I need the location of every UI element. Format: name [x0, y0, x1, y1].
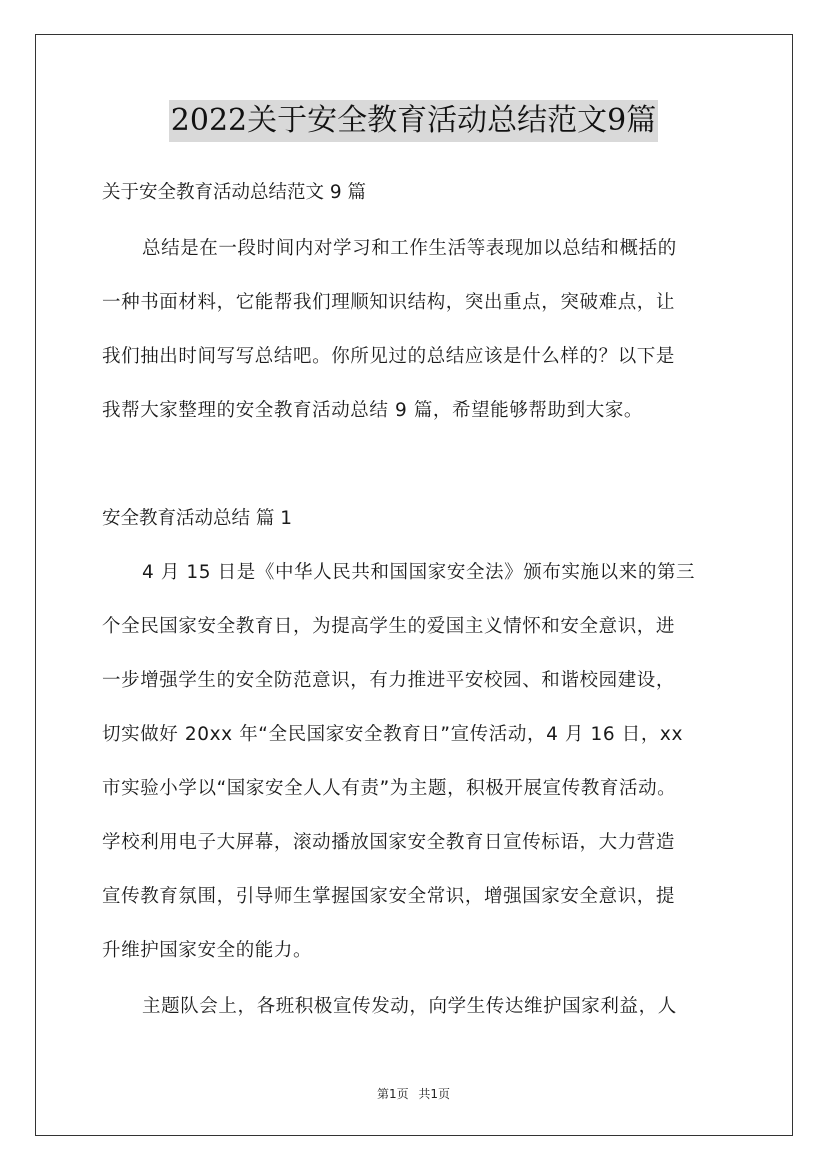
section1-line-1: 4 月 15 日是《中华人民共和国国家安全法》颁布实施以来的第三: [142, 562, 696, 583]
section1-line-2: 个全民国家安全教育日，为提高学生的爱国主义情怀和安全意识，进: [102, 616, 676, 637]
section1-line-3: 一步增强学生的安全防范意识，有力推进平安校园、和谐校园建设，: [102, 670, 676, 691]
intro-line-3: 我们抽出时间写写总结吧。你所见过的总结应该是什么样的？以下是: [102, 346, 676, 367]
section1-line-6: 学校利用电子大屏幕，滚动播放国家安全教育日宣传标语，大力营造: [102, 832, 676, 853]
section1-line-7: 宣传教育氛围，引导师生掌握国家安全常识，增强国家安全意识，提: [102, 886, 676, 907]
total-pages: 共1页: [418, 1087, 451, 1101]
page-number: 第1页: [376, 1087, 409, 1101]
title-wrapper: [0, 100, 827, 142]
intro-line-2: 一种书面材料，它能帮我们理顺知识结构，突出重点，突破难点，让: [102, 292, 676, 313]
intro-paragraph: [102, 222, 742, 438]
document-subtitle: 关于安全教育活动总结范文 9 篇: [102, 182, 367, 203]
section1-para2-line-1: 主题队会上，各班积极宣传发动，向学生传达维护国家利益，人: [142, 996, 677, 1017]
section1-line-8: 升维护国家安全的能力。: [102, 940, 313, 961]
page-footer: [0, 1085, 827, 1102]
section1-line-5: 市实验小学以“国家安全人人有责”为主题，积极开展宣传教育活动。: [102, 778, 677, 799]
intro-line-4: 我帮大家整理的安全教育活动总结 9 篇，希望能够帮助到大家。: [102, 400, 644, 421]
section1-paragraph-1: [102, 546, 742, 978]
section1-paragraph-2: [102, 980, 742, 1034]
intro-line-1: 总结是在一段时间内对学习和工作生活等表现加以总结和概括的: [142, 238, 677, 259]
section-heading-1: 安全教育活动总结 篇 1: [102, 508, 293, 529]
section1-line-4: 切实做好 20xx 年“全民国家安全教育日”宣传活动，4 月 16 日，xx: [102, 724, 684, 745]
document-title: 2022关于安全教育活动总结范文9篇: [169, 100, 658, 142]
